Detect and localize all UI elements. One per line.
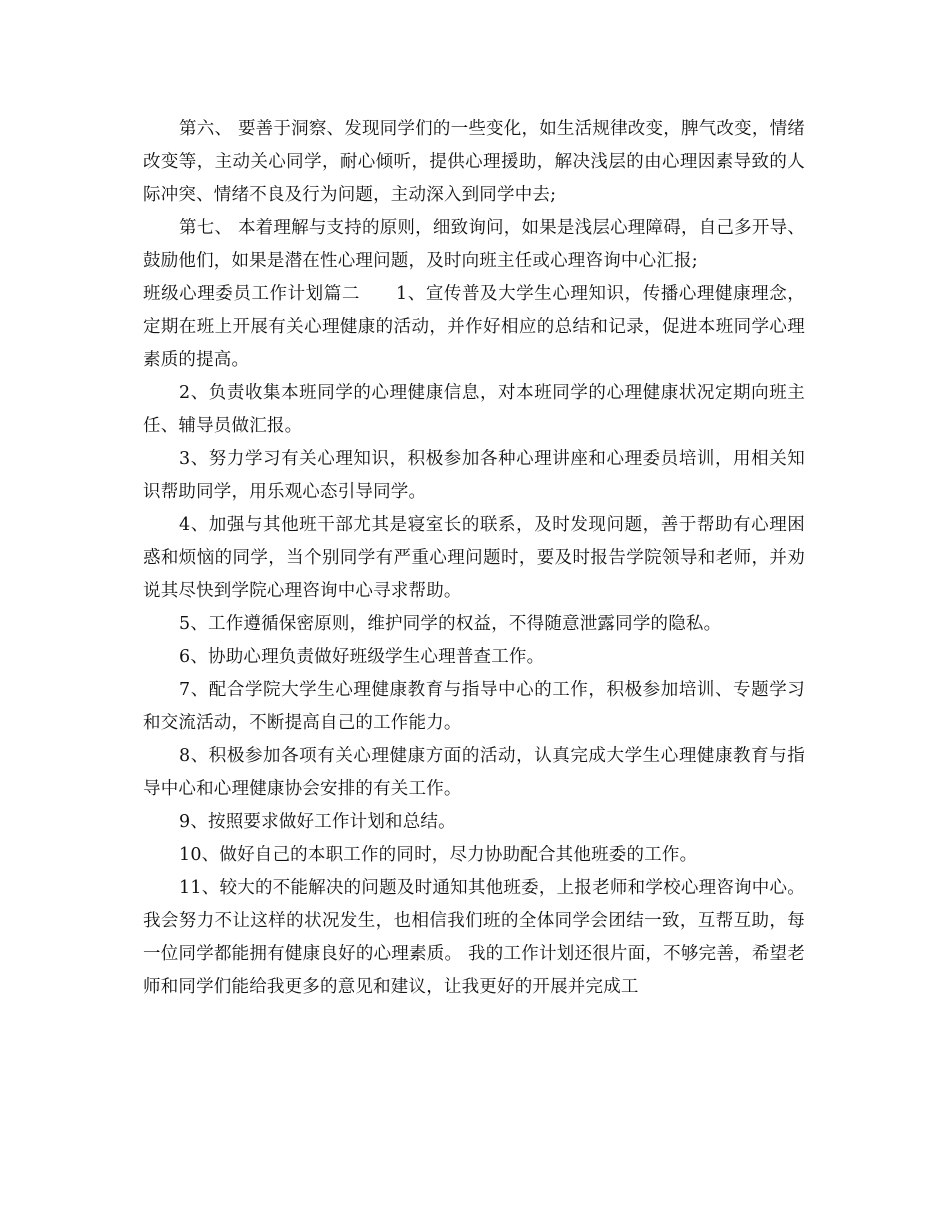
paragraph-item-7: 第七、 本着理解与支持的原则，细致询问，如果是浅层心理障碍，自己多开导、鼓励他们，如果是潜在性心理问题，及时向班主任或心理咨询中心汇报;: [143, 218, 805, 271]
paragraph-duty-5: 5、工作遵循保密原则，维护同学的权益，不得随意泄露同学的隐私。: [179, 614, 722, 634]
paragraph-duty-2: 2、负责收集本班同学的心理健康信息，对本班同学的心理健康状况定期向班主任、辅导员做汇报。: [143, 383, 805, 436]
paragraph-section-two: 班级心理委员工作计划篇二 1、宣传普及大学生心理知识，传播心理健康理念，定期在班上开展有关心理健康的活动，并作好相应的总结和记录，促进本班同学心理素质的提高。: [143, 284, 805, 370]
paragraph-duty-4: 4、加强与其他班干部尤其是寝室长的联系，及时发现问题，善于帮助有心理困惑和烦恼的同学，当个别同学有严重心理问题时，要及时报告学院领导和老师，并劝说其尽快到学院心理咨询中心寻求帮助。: [143, 515, 805, 601]
paragraph-duty-3: 3、努力学习有关心理知识，积极参加各种心理讲座和心理委员培训，用相关知识帮助同学，用乐观心态引导同学。: [143, 449, 805, 502]
document-page: [143, 113, 805, 1004]
paragraph-duty-7: 7、配合学院大学生心理健康教育与指导中心的工作，积极参加培训、专题学习和交流活动，不断提高自己的工作能力。: [143, 680, 805, 733]
paragraph-duty-8: 8、积极参加各项有关心理健康方面的活动，认真完成大学生心理健康教育与指导中心和心理健康协会安排的有关工作。: [143, 746, 805, 799]
paragraph-duty-6: 6、协助心理负责做好班级学生心理普查工作。: [179, 647, 545, 667]
paragraph-duty-9: 9、按照要求做好工作计划和总结。: [179, 812, 456, 832]
paragraph-duty-11: 11、较大的不能解决的问题及时通知其他班委，上报老师和学校心理咨询中心。我会努力不让这样的状况发生，也相信我们班的全体同学会团结一致，互帮互助，每一位同学都能拥有健康良好的心理素质。 我的工作计划还很片面，不够完善，希望老师和同学们能给我更多的意见和建议，让我更好的开展并完成工: [143, 878, 805, 997]
paragraph-duty-10: 10、做好自己的本职工作的同时，尽力协助配合其他班委的工作。: [179, 845, 698, 865]
paragraph-item-6: 第六、 要善于洞察、发现同学们的一些变化，如生活规律改变，脾气改变，情绪改变等，主动关心同学，耐心倾听，提供心理援助，解决浅层的由心理因素导致的人际冲突、情绪不良及行为问题，主动深入到同学中去;: [143, 119, 805, 205]
